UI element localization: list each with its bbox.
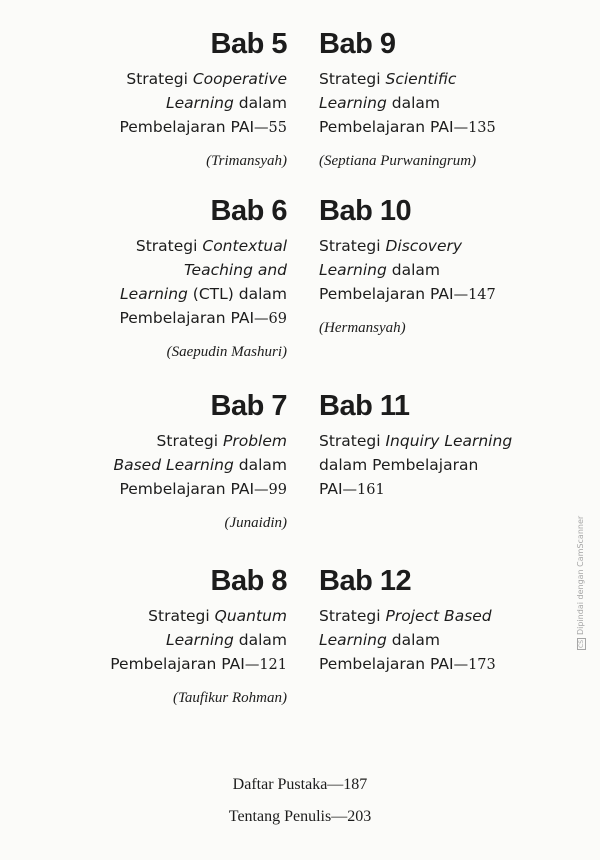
chapter-number: Bab 9: [319, 28, 396, 60]
chapter-title: Strategi Inquiry Learning dalam Pembelajaran PAI—161: [319, 432, 513, 498]
daftar-pustaka-entry: Daftar Pustaka—187: [232, 776, 368, 793]
chapter-entry-bab-5: [119, 28, 287, 170]
page-number: —121: [244, 657, 287, 673]
chapter-author: (Hermansyah): [319, 320, 406, 336]
chapter-entry-bab-11: [319, 390, 512, 502]
chapter-title: Strategi Cooperative Learning dalam Pembelajaran PAI—55: [119, 70, 287, 136]
camscanner-icon: CS: [578, 640, 585, 648]
page-number: —135: [453, 120, 496, 136]
chapter-entry-bab-8: [110, 565, 287, 707]
chapter-title: Strategi Contextual Teaching and Learning (CTL) dalam Pembelajaran PAI—69: [119, 237, 287, 327]
chapter-title: Strategi Discovery Learning dalam Pembelajaran PAI—147: [319, 237, 496, 303]
chapter-author: (Junaidin): [224, 515, 287, 531]
chapter-author: (Saepudin Mashuri): [166, 344, 287, 360]
page-number: —99: [254, 482, 287, 498]
chapter-number: Bab 5: [210, 28, 287, 60]
chapter-entry-bab-10: [319, 195, 496, 337]
scanner-watermark: CSDipindai dengan CamScanner: [576, 515, 585, 648]
chapter-author: (Taufikur Rohman): [172, 690, 287, 706]
page-number: —173: [453, 657, 496, 673]
chapter-title: Strategi Project Based Learning dalam Pembelajaran PAI—173: [319, 607, 496, 673]
page-number: —147: [453, 287, 496, 303]
chapter-author: (Trimansyah): [206, 153, 287, 169]
chapter-entry-bab-7: [113, 390, 287, 532]
chapter-entry-bab-6: [119, 195, 287, 361]
chapter-number: Bab 11: [319, 390, 410, 422]
chapter-entry-bab-12: [319, 565, 496, 677]
chapter-author: (Septiana Purwaningrum): [319, 153, 477, 169]
chapter-title: Strategi Problem Based Learning dalam Pembelajaran PAI—99: [113, 432, 287, 498]
chapter-number: Bab 8: [210, 565, 287, 597]
chapter-title: Strategi Scientific Learning dalam Pembelajaran PAI—135: [319, 70, 496, 136]
page-number: —161: [342, 482, 385, 498]
chapter-title: Strategi Quantum Learning dalam Pembelajaran PAI—121: [110, 607, 287, 673]
page-number: —69: [254, 311, 287, 327]
page-number: —55: [254, 120, 287, 136]
chapter-entry-bab-9: [319, 28, 496, 170]
chapter-number: Bab 7: [210, 390, 287, 422]
tentang-penulis-entry: Tentang Penulis—203: [228, 808, 372, 825]
chapter-number: Bab 12: [319, 565, 412, 597]
chapter-number: Bab 10: [319, 195, 412, 227]
chapter-number: Bab 6: [210, 195, 287, 227]
